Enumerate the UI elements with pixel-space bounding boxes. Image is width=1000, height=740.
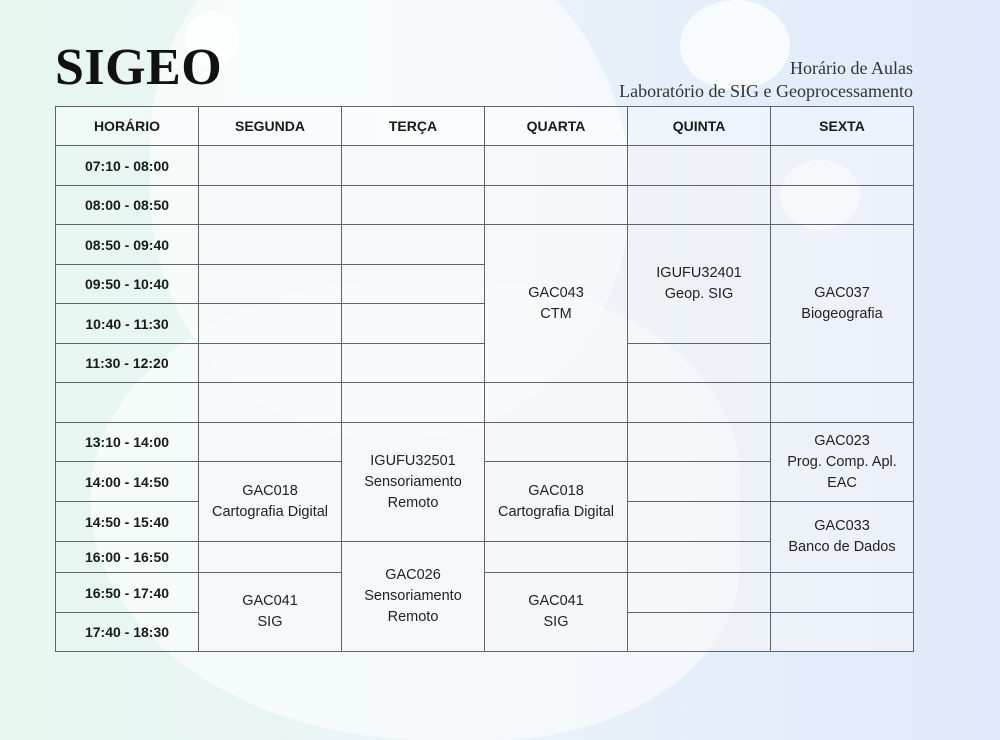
course-code: GAC026	[385, 567, 441, 583]
time-cell: 08:00 - 08:50	[56, 186, 199, 225]
course-code: GAC033	[814, 518, 870, 534]
course-name-line2: Remoto	[387, 609, 439, 625]
course-name: Sensoriamento	[364, 473, 462, 490]
time-cell: 14:50 - 15:40	[56, 502, 199, 542]
col-header-segunda: SEGUNDA	[199, 107, 342, 146]
col-header-quinta: QUINTA	[628, 107, 771, 146]
table-row	[56, 186, 914, 225]
course-cell-gac018-seg	[199, 462, 342, 542]
course-cell-gac037	[771, 225, 914, 383]
schedule-table	[55, 106, 914, 652]
empty-cell	[771, 383, 914, 423]
empty-cell	[628, 344, 771, 383]
time-cell: 13:10 - 14:00	[56, 423, 199, 462]
col-header-quarta: QUARTA	[485, 107, 628, 146]
course-code: GAC041	[242, 593, 298, 609]
empty-cell	[199, 225, 342, 265]
table-row	[56, 146, 914, 186]
empty-cell	[342, 304, 485, 344]
course-name: Biogeografia	[801, 305, 883, 322]
time-cell: 14:00 - 14:50	[56, 462, 199, 502]
empty-cell	[199, 265, 342, 304]
empty-cell	[199, 344, 342, 383]
empty-cell	[342, 344, 485, 383]
course-cell-gac018-qua	[485, 462, 628, 542]
page-subtitle: Laboratório de SIG e Geoprocessamento	[619, 81, 913, 101]
empty-cell	[771, 613, 914, 652]
col-header-horario: HORÁRIO	[56, 107, 199, 146]
course-name: Banco de Dados	[788, 539, 896, 555]
course-code: GAC023	[814, 432, 870, 449]
course-cell-gac023	[771, 423, 914, 502]
empty-cell	[485, 146, 628, 186]
course-name: Geop. SIG	[664, 286, 734, 302]
course-cell-gac043	[485, 225, 628, 383]
course-code: GAC041	[528, 593, 584, 609]
course-code: GAC018	[242, 482, 298, 499]
empty-cell	[485, 423, 628, 462]
empty-cell	[771, 146, 914, 186]
empty-cell	[485, 383, 628, 423]
time-cell: 16:50 - 17:40	[56, 573, 199, 613]
empty-cell	[628, 186, 771, 225]
col-header-terca: TERÇA	[342, 107, 485, 146]
course-cell-gac041-qua	[485, 573, 628, 652]
logo: SIGEO	[55, 39, 223, 96]
empty-cell	[199, 304, 342, 344]
course-name: SIG	[543, 614, 569, 630]
course-name: SIG	[257, 614, 283, 630]
table-row	[56, 383, 914, 423]
time-cell: 17:40 - 18:30	[56, 613, 199, 652]
empty-cell	[628, 146, 771, 186]
course-code: IGUFU32501	[370, 452, 456, 469]
empty-cell	[628, 502, 771, 542]
course-cell-igufu32501	[342, 423, 485, 542]
header-titles	[619, 57, 913, 103]
page-title: Horário de Aulas	[790, 58, 913, 78]
empty-cell	[199, 542, 342, 573]
course-name-line2: Remoto	[387, 494, 439, 511]
empty-cell	[771, 186, 914, 225]
course-name: Sensoriamento	[364, 588, 462, 604]
course-code: IGUFU32401	[656, 265, 742, 281]
empty-cell	[199, 423, 342, 462]
course-name-line2: EAC	[827, 474, 857, 491]
col-header-sexta: SEXTA	[771, 107, 914, 146]
empty-cell	[628, 383, 771, 423]
empty-cell	[199, 146, 342, 186]
empty-cell	[628, 462, 771, 502]
time-cell: 09:50 - 10:40	[56, 265, 199, 304]
course-code: GAC037	[814, 284, 870, 301]
empty-cell	[342, 225, 485, 265]
empty-cell	[199, 383, 342, 423]
course-cell-gac041-seg	[199, 573, 342, 652]
course-code: GAC018	[528, 482, 584, 499]
empty-cell	[342, 186, 485, 225]
course-name: Prog. Comp. Apl.	[787, 453, 897, 470]
empty-cell	[628, 423, 771, 462]
header-row	[56, 107, 914, 146]
table-row	[56, 225, 914, 265]
empty-cell	[485, 542, 628, 573]
course-name: Cartografia Digital	[497, 503, 615, 520]
table-row	[56, 573, 914, 613]
empty-cell	[771, 573, 914, 613]
empty-cell	[199, 186, 342, 225]
time-cell: 11:30 - 12:20	[56, 344, 199, 383]
course-cell-igufu32401	[628, 225, 771, 344]
time-cell: 16:00 - 16:50	[56, 542, 199, 573]
course-name: CTM	[540, 305, 572, 322]
time-cell: 08:50 - 09:40	[56, 225, 199, 265]
empty-cell	[342, 146, 485, 186]
course-cell-gac026	[342, 542, 485, 652]
time-cell	[56, 383, 199, 423]
time-cell: 07:10 - 08:00	[56, 146, 199, 186]
empty-cell	[628, 613, 771, 652]
course-code: GAC043	[528, 284, 584, 301]
empty-cell	[628, 573, 771, 613]
course-cell-gac033	[771, 502, 914, 573]
course-name: Cartografia Digital	[211, 503, 329, 520]
empty-cell	[485, 186, 628, 225]
empty-cell	[342, 265, 485, 304]
time-cell: 10:40 - 11:30	[56, 304, 199, 344]
table-row	[56, 423, 914, 462]
empty-cell	[628, 542, 771, 573]
empty-cell	[342, 383, 485, 423]
